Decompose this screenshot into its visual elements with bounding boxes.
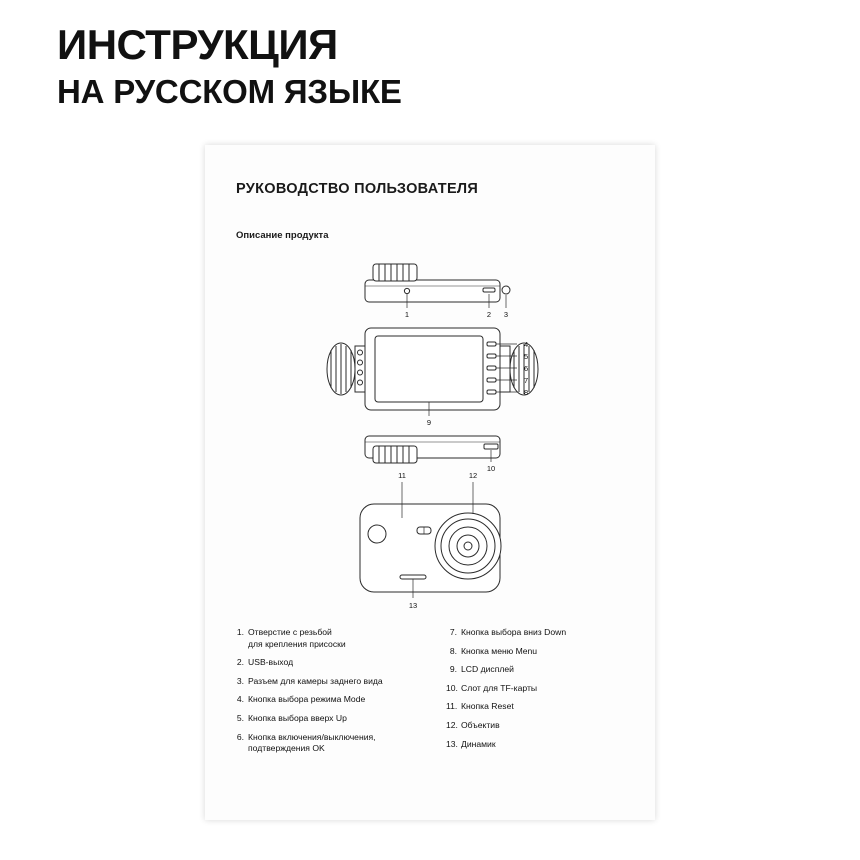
list-item	[446, 701, 627, 713]
legend-column-right	[430, 627, 627, 762]
callout-13: 13	[408, 601, 418, 610]
manual-title: РУКОВОДСТВО ПОЛЬЗОВАТЕЛЯ	[236, 181, 479, 197]
callout-1: 1	[404, 310, 410, 319]
legend-number: 3.	[236, 675, 244, 686]
legend-number: 10.	[446, 682, 458, 693]
list-item	[446, 720, 627, 732]
screen-view-illustration	[327, 328, 538, 410]
callout-4: 4	[524, 340, 529, 349]
legend-block	[205, 627, 655, 762]
headline-block	[57, 22, 757, 112]
callout-2: 2	[486, 310, 492, 319]
legend-text-sub: для крепления присоски	[248, 638, 346, 649]
list-item	[233, 732, 430, 755]
legend-number: 11.	[446, 701, 458, 712]
legend-number: 5.	[236, 712, 244, 723]
callout-12: 12	[468, 471, 478, 480]
headline-line-2: НА РУССКОМ ЯЗЫКЕ	[57, 73, 402, 110]
legend-text-sub: подтверждения OK	[248, 743, 325, 754]
legend-text: LCD дисплей	[461, 664, 514, 675]
callout-6: 6	[524, 364, 529, 373]
callout-8: 8	[524, 388, 529, 397]
legend-text: Разъем для камеры заднего вида	[248, 675, 383, 686]
list-item	[446, 683, 627, 695]
legend-text: Кнопка меню Menu	[461, 645, 538, 656]
callout-9: 9	[426, 418, 432, 427]
legend-number: 9.	[449, 664, 457, 675]
legend-text: Слот для TF-карты	[461, 682, 538, 693]
manual-subtitle: Описание продукта	[236, 230, 329, 241]
legend-text	[248, 627, 430, 650]
rear-view-illustration	[360, 504, 501, 592]
legend-text: Кнопка выбора вниз Down	[461, 627, 567, 637]
legend-number: 13.	[446, 738, 458, 749]
legend-text	[248, 732, 430, 755]
callout-11: 11	[398, 471, 406, 480]
callout-3: 3	[503, 310, 509, 319]
list-item	[446, 627, 627, 639]
product-diagram	[205, 250, 655, 640]
list-item	[233, 713, 430, 725]
headline-line-1: ИНСТРУКЦИЯ	[57, 21, 338, 68]
list-item	[446, 664, 627, 676]
legend-text-main: Кнопка включения/выключения,	[248, 731, 376, 742]
callout-7: 7	[524, 376, 529, 385]
list-item	[233, 627, 430, 650]
legend-text-main: Отверстие с резьбой	[248, 627, 332, 637]
legend-text: Объектив	[461, 719, 500, 730]
top-view-illustration	[365, 264, 510, 302]
legend-number: 1.	[236, 627, 244, 637]
legend-text: USB-выход	[248, 657, 294, 668]
list-item	[233, 676, 430, 688]
legend-text: Кнопка выбора вверх Up	[248, 712, 347, 723]
legend-number: 6.	[236, 731, 244, 742]
legend-text: Динамик	[461, 738, 496, 749]
list-item	[233, 657, 430, 669]
callout-5: 5	[524, 352, 529, 361]
legend-number: 7.	[449, 627, 457, 637]
list-item	[446, 646, 627, 658]
legend-number: 12.	[446, 719, 458, 730]
legend-number: 8.	[449, 645, 457, 656]
legend-number: 2.	[236, 657, 244, 668]
list-item	[233, 694, 430, 706]
bottom-view-illustration	[365, 436, 500, 463]
legend-column-left	[233, 627, 430, 762]
manual-sheet	[205, 145, 655, 820]
callout-10: 10	[486, 464, 496, 473]
legend-number: 4.	[236, 694, 244, 705]
legend-text: Кнопка Reset	[461, 701, 514, 712]
legend-text: Кнопка выбора режима Mode	[248, 694, 366, 705]
list-item	[446, 739, 627, 751]
